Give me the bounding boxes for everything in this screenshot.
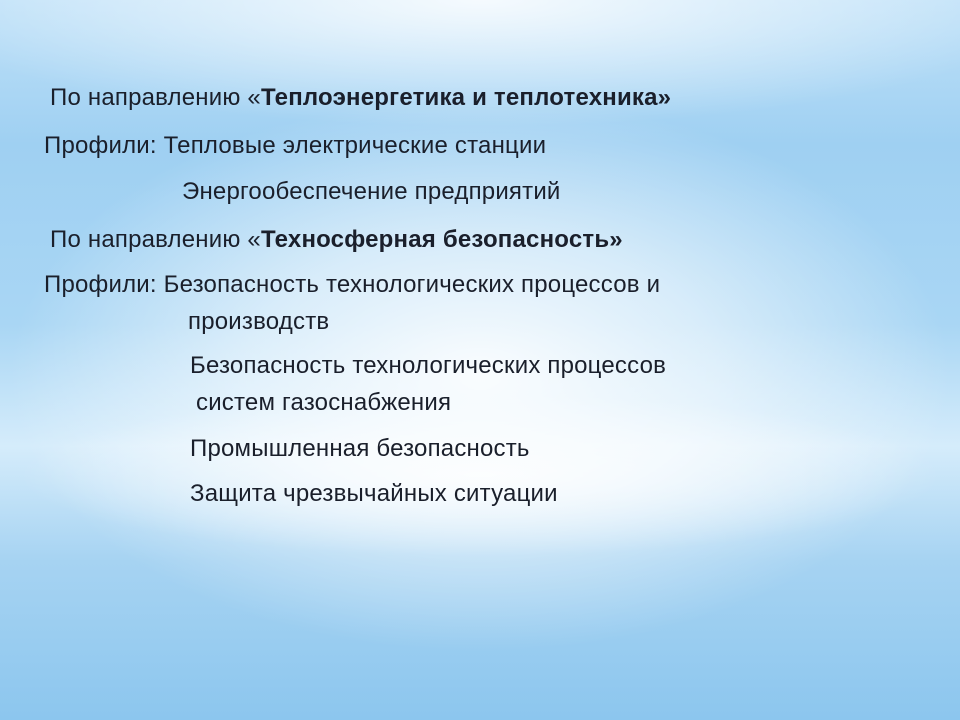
direction-heading-2 (50, 226, 623, 254)
direction-name-2: Техносферная безопасность» (261, 226, 623, 253)
direction-prefix-2: По направлению « (50, 226, 261, 253)
profile-item-emergency-protection: Защита чрезвычайных ситуации (190, 480, 558, 507)
profiles-line-2: Профили: Безопасность технологических процессов и (44, 271, 661, 298)
profile-item-process-safety-gas: Безопасность технологических процессов (190, 352, 667, 379)
profile-item-energy-supply: Энергообеспечение предприятий (182, 178, 561, 205)
direction-name-1: Теплоэнергетика и теплотехника» (261, 84, 672, 111)
profile-item-industrial-safety: Промышленная безопасность (190, 435, 530, 462)
profiles-line-2-continuation: производств (188, 308, 330, 335)
profiles-line-1: Профили: Тепловые электрические станции (44, 132, 547, 159)
profile-item-process-safety-gas-continuation: систем газоснабжения (196, 389, 452, 416)
direction-heading-1 (50, 84, 671, 112)
direction-prefix-1: По направлению « (50, 84, 261, 111)
